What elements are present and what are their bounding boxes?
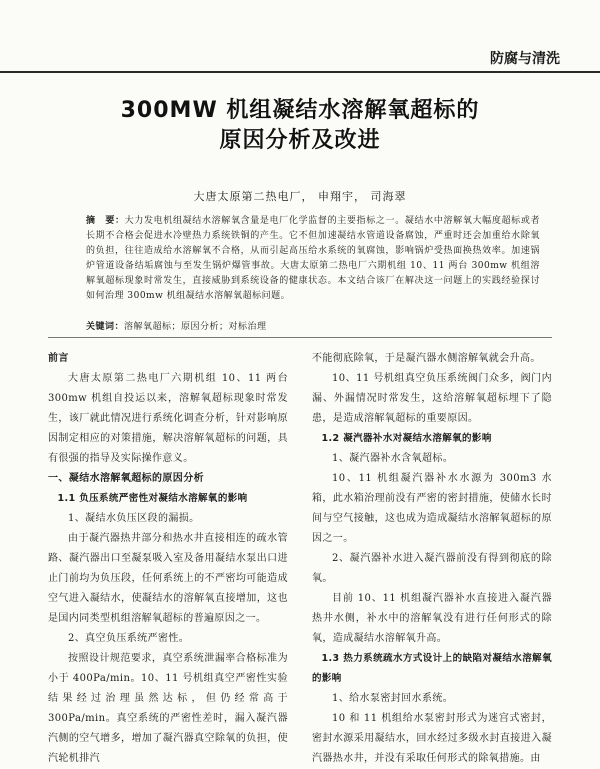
paragraph: 10、11 号机组真空负压系统阀门众多，阀门内漏、外漏情况时常发生，这给溶解氧超标埋下了隐患，是造成溶解氧超标的重要原因。 bbox=[312, 373, 552, 424]
paragraph: 2、凝汽器补水进入凝汽器前没有得到彻底的除氧。 bbox=[312, 553, 552, 584]
section-heading: 1.2 凝汽器补水对凝结水溶解氧的影响 bbox=[321, 433, 492, 444]
section-heading: 一、凝结水溶解氧超标的原因分析 bbox=[48, 473, 204, 484]
section-heading: 1.1 负压系统严密性对凝结水溶解氧的影响 bbox=[57, 493, 248, 504]
paragraph: 2、真空负压系统严密性。 bbox=[68, 633, 190, 644]
section-label: 防腐与清洗 bbox=[490, 51, 560, 67]
divider bbox=[48, 337, 552, 338]
paragraph: 按照设计规范要求，真空系统泄漏率合格标准为小于 400Pa/min。10、11 号机组真空严密性实验结果经过治理虽然达标，但仍经常高于 300Pa/min。真空系统的严密性差时，漏入凝汽器汽侧的空气增多，增加了凝汽器真空除氧的负担，使汽轮机排汽 bbox=[48, 653, 288, 764]
paragraph: 1、凝汽器补水含氧超标。 bbox=[332, 453, 454, 464]
keywords-label: 关键词： bbox=[86, 322, 125, 332]
abstract bbox=[86, 214, 540, 304]
left-column bbox=[48, 349, 288, 769]
keywords bbox=[86, 320, 540, 335]
paragraph: 不能彻底除氧，于是凝汽器水侧溶解氧就会升高。 bbox=[312, 353, 541, 364]
paragraph: 1、凝结水负压区段的漏损。 bbox=[68, 513, 200, 524]
paragraph: 目前 10、11 机组凝汽器补水直接进入凝汽器热井水侧，补水中的溶解氧没有进行任何形式的除氧，造成凝结水溶解氧升高。 bbox=[312, 593, 552, 644]
section-heading: 1.3 热力系统疏水方式设计上的缺陷对凝结水溶解氧的影响 bbox=[312, 653, 552, 684]
paragraph: 10 和 11 机组给水泵密封形式为迷宫式密封，密封水源采用凝结水，回水经过多级水封直接进入凝汽器热水井，并没有采取任何形式的除氧措施。由 bbox=[312, 713, 552, 764]
keywords-text: 溶解氧超标；原因分析；对标治理 bbox=[124, 322, 267, 332]
header-rule bbox=[0, 71, 600, 73]
right-column bbox=[312, 349, 552, 769]
title-line-1: 300MW 机组凝结水溶解氧超标的 bbox=[120, 98, 480, 123]
abstract-text: 大力发电机组凝结水溶解氧含量是电厂化学监督的主要指标之一。凝结水中溶解氧大幅度超标或者长期不合格会促进水冷壁热力系统铁铜的产生。它不但加速凝结水管道设备腐蚀，严重时还会加重给水除氧的负担，往往造成给水溶解氧不合格，从而引起高压给水系统的氧腐蚀，影响锅炉受热面换热效率。加速锅炉管道设备结垢腐蚀与至发生锅炉爆管事故。大唐太原第二热电厂六期机组 10、11 两台 300mw 机组溶解氧超标现象时常发生，直接威胁到系统设备的健康状态。本文结合该厂在解决这一问题上的实践经验探讨如何治理 300mw 机组凝结水溶解氧超标问题。 bbox=[86, 216, 540, 301]
paragraph: 1、给水泵密封回水系统。 bbox=[332, 693, 454, 704]
title-line-2: 原因分析及改进 bbox=[219, 128, 381, 153]
paragraph: 大唐太原第二热电厂六期机组 10、11 两台 300mw 机组自投运以来，溶解氧超标现象时常发生，该厂就此情况进行系统化调查分析，针对影响原因制定相应的对策措施，解决溶解氧超标的问题，具有很强的指导及实际操作意义。 bbox=[48, 373, 288, 464]
authors: 大唐太原第二热电厂， 申翔宇， 司海翠 bbox=[193, 190, 407, 203]
paragraph: 10、11 机组凝汽器补水水源为 300m3 水箱，此水箱治理前没有严密的密封措施，使储水长时间与空气接触，这也成为造成凝结水溶解氧超标的原因之一。 bbox=[312, 473, 552, 544]
abstract-label: 摘 要： bbox=[86, 216, 125, 226]
section-heading: 前言 bbox=[48, 353, 69, 364]
paragraph: 由于凝汽器热井部分和热水井直接相连的疏水管路、凝汽器出口至凝泵吸入室及备用凝结水泵出口进止门前均为负压段，任何系统上的不严密均可能造成空气进入凝结水，使凝结水的溶解氧直接增加，这也是国内同类型机组溶解氧超标的普遍原因之一。 bbox=[48, 533, 288, 624]
